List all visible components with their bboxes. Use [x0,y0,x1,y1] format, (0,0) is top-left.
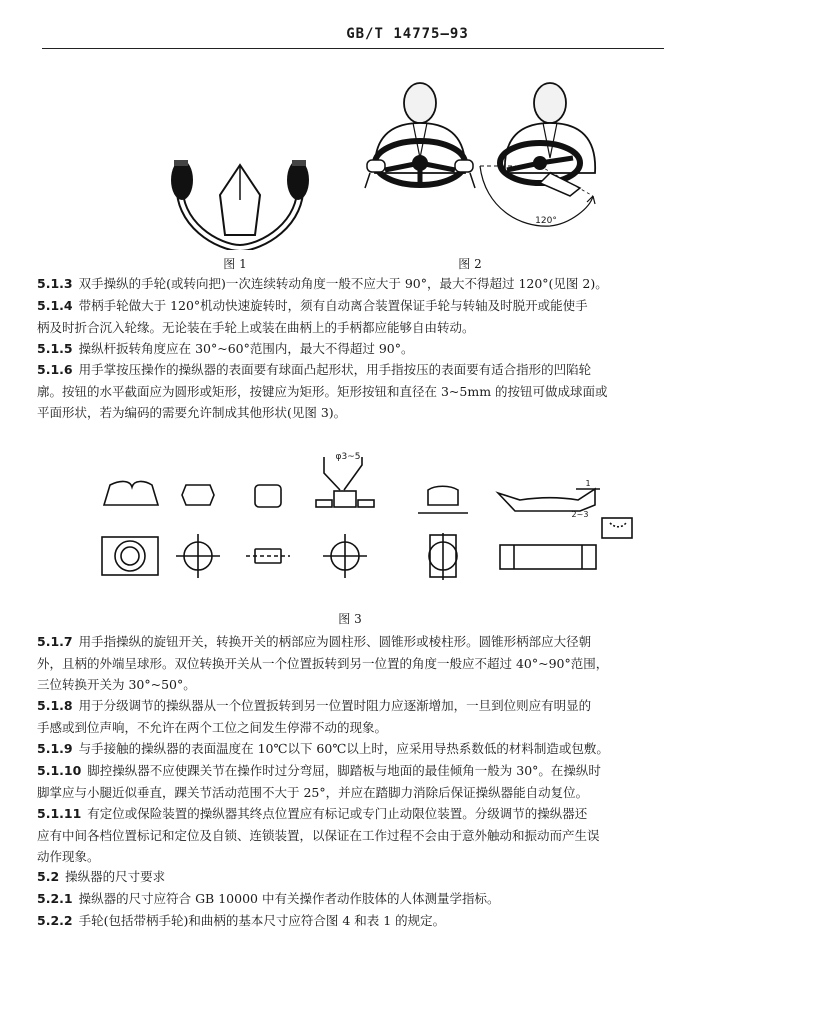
clause-number: 5.1.9 [37,741,73,756]
figure-1-steering-grip [160,140,320,250]
clause-text: 应有中间各档位置标记和定位及自锁、连锁装置，以保证在工作过程不会由于意外触动和振动而产生误 [37,827,600,843]
figure-3-caption: 图 3 [338,612,362,626]
clause-text: 用手掌按压操作的操纵器的表面要有球面凸起形状，用手指按压的表面要有适合指形的凹陷轮 [78,362,592,377]
clause-text: 外，且柄的外端呈球形。双位转换开关从一个位置扳转到另一位置的角度一般应不超过 40°~90°范围， [37,655,609,671]
clause-text: 操纵器的尺寸应符合 GB 10000 中有关操作者动作肢体的人体测量学指标。 [78,891,500,906]
clause-text: 动作现象。 [37,849,100,864]
header-rule [42,48,664,49]
section-5-1-8 [37,695,661,738]
clause-text: 廓。按钮的水平截面应为圆形或矩形，按键应为矩形。矩形按钮和直径在 3~5mm 的按钮可做成球面或 [37,383,608,399]
figure-3-button-shapes [90,445,650,590]
figure-3-dimension-1: 1 [585,479,591,488]
clause-number: 5.1.10 [37,763,82,778]
section-5-1-4 [37,295,661,338]
figure-2-driver-illustration [355,78,615,253]
clause-text: 脚控操纵器不应使踝关节在操作时过分弯屈，脚踏板与地面的最佳倾角一般为 30°。在操纵时 [87,763,601,778]
clause-number: 5.2 [37,869,60,884]
clause-number: 5.1.5 [37,341,73,356]
section-5-2 [37,866,661,888]
section-5-2-1 [37,888,661,910]
clause-text: 三位转换开关为 30°~50°。 [37,677,196,692]
section-5-1-3 [37,273,661,295]
clause-number: 5.1.4 [37,298,73,313]
section-5-1-10 [37,760,661,803]
clause-number: 5.1.3 [37,276,73,291]
figure-2-angle-label: 120° [535,216,557,226]
clause-text: 操纵杆扳转角度应在 30°~60°范围内，最大不得超过 90°。 [78,341,414,356]
clause-number: 5.2.2 [37,913,73,928]
clause-number: 5.2.1 [37,891,73,906]
clause-heading: 操纵器的尺寸要求 [65,869,166,884]
clause-text: 双手操纵的手轮(或转向把)一次连续转动角度一般不应大于 90°，最大不得超过 120°(见图 2)。 [78,276,608,291]
clause-text: 用于分级调节的操纵器从一个位置扳转到另一位置时阻力应逐渐增加，一旦到位则应有明显的 [78,698,592,713]
clause-text: 带柄手轮做大于 120°机动快速旋转时，须有自动离合装置保证手轮与转轴及时脱开或能使手 [78,298,588,313]
section-5-2-2 [37,910,661,932]
clause-number: 5.1.11 [37,806,82,821]
section-5-1-11 [37,803,661,868]
clause-text: 与手接触的操纵器的表面温度在 10℃以下 60℃以上时，应采用导热系数低的材料制造或包敷。 [78,741,609,756]
clause-text: 手感或到位声响，不允许在两个工位之间发生停滞不动的现象。 [37,719,388,735]
section-5-1-5 [37,338,661,360]
figure-3-dimension-2: 2~3 [571,510,589,519]
section-5-1-7 [37,631,661,696]
standard-number-header: GB/T 14775—93 [346,26,469,42]
clause-number: 5.1.8 [37,698,73,713]
section-5-1-9 [37,738,661,760]
figure-1-caption: 图 1 [223,257,247,271]
clause-text: 有定位或保险装置的操纵器其终点位置应有标记或专门止动限位装置。分级调节的操纵器还 [87,806,588,821]
figure-2-caption: 图 2 [458,257,482,271]
clause-text: 用手指操纵的旋钮开关，转换开关的柄部应为圆柱形、圆锥形或棱柱形。圆锥形柄部应大径朝 [78,634,592,649]
clause-text: 柄及时折合沉入轮缘。无论装在手轮上或装在曲柄上的手柄都应能够自由转动。 [37,319,475,335]
clause-text: 平面形状，若为编码的需要允许制成其他形状(见图 3)。 [37,405,347,420]
clause-text: 脚掌应与小腿近似垂直，踝关节活动范围不大于 25°，并应在踏脚力消除后保证操纵器能自动复位。 [37,784,589,800]
section-5-1-6 [37,359,661,424]
clause-number: 5.1.7 [37,634,73,649]
clause-number: 5.1.6 [37,362,73,377]
clause-text: 手轮(包括带柄手轮)和曲柄的基本尺寸应符合图 4 和表 1 的规定。 [78,913,446,928]
figure-3-diameter-label: φ3~5 [335,452,361,462]
